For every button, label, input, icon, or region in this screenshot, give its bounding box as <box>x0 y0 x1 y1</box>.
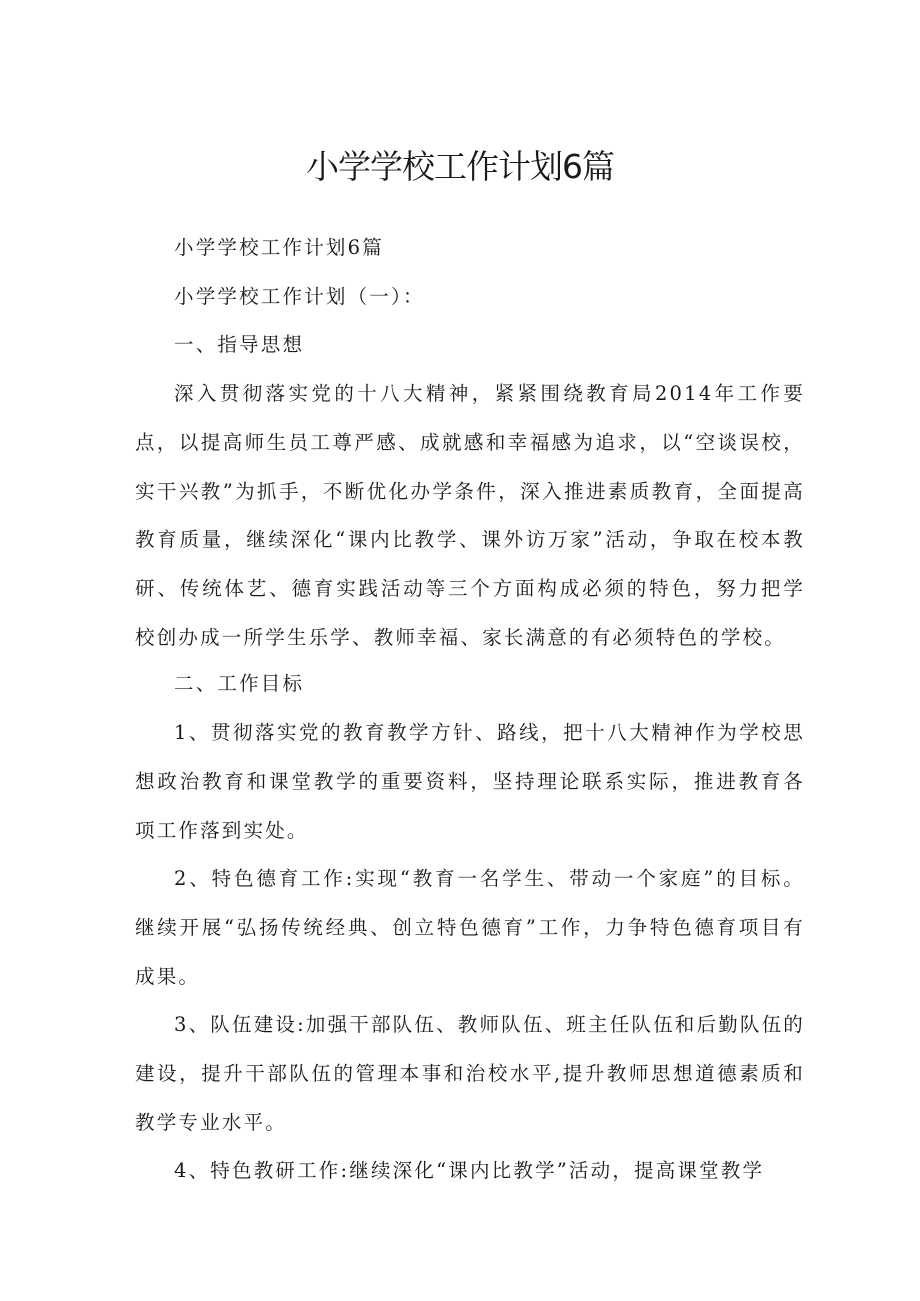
section-title: 小学学校工作计划（一）： <box>174 285 425 308</box>
heading-guiding-ideology: 一、指导思想 <box>174 333 305 356</box>
list-item-goal-3: 3、队伍建设:加强干部队伍、教师队伍、班主任队伍和后勤队伍的建设，提升干部队伍的管理本事和治校水平,提升教师思想道德素质和教学专业水平。 <box>135 1013 805 1134</box>
paragraph-guiding-ideology: 深入贯彻落实党的十八大精神，紧紧围绕教育局2014年工作要点，以提高师生员工尊严感、成就感和幸福感为追求，以“空谈误校，实干兴教”为抓手，不断优化办学条件，深入推进素质教育，全面提高教育质量，继续深化“课内比教学、课外访万家”活动，争取在校本教研、传统体艺、德育实践活动等三个方面构成必须的特色，努力把学校创办成一所学生乐学、教师幸福、家长满意的有必须特色的学校。 <box>135 382 805 649</box>
list-item-goal-2: 2、特色德育工作:实现“教育一名学生、带动一个家庭”的目标。继续开展“弘扬传统经典、创立特色德育”工作，力争特色德育项目有成果。 <box>135 867 805 988</box>
list-item-goal-1: 1、贯彻落实党的教育教学方针、路线，把十八大精神作为学校思想政治教育和课堂教学的重要资料，坚持理论联系实际，推进教育各项工作落到实处。 <box>135 721 805 842</box>
document-title: 小学学校工作计划6篇 <box>306 147 614 186</box>
document-subtitle: 小学学校工作计划6篇 <box>174 236 384 259</box>
list-item-goal-4: 4、特色教研工作:继续深化“课内比教学”活动，提高课堂教学 <box>174 1159 765 1182</box>
heading-work-goals: 二、工作目标 <box>174 672 305 695</box>
